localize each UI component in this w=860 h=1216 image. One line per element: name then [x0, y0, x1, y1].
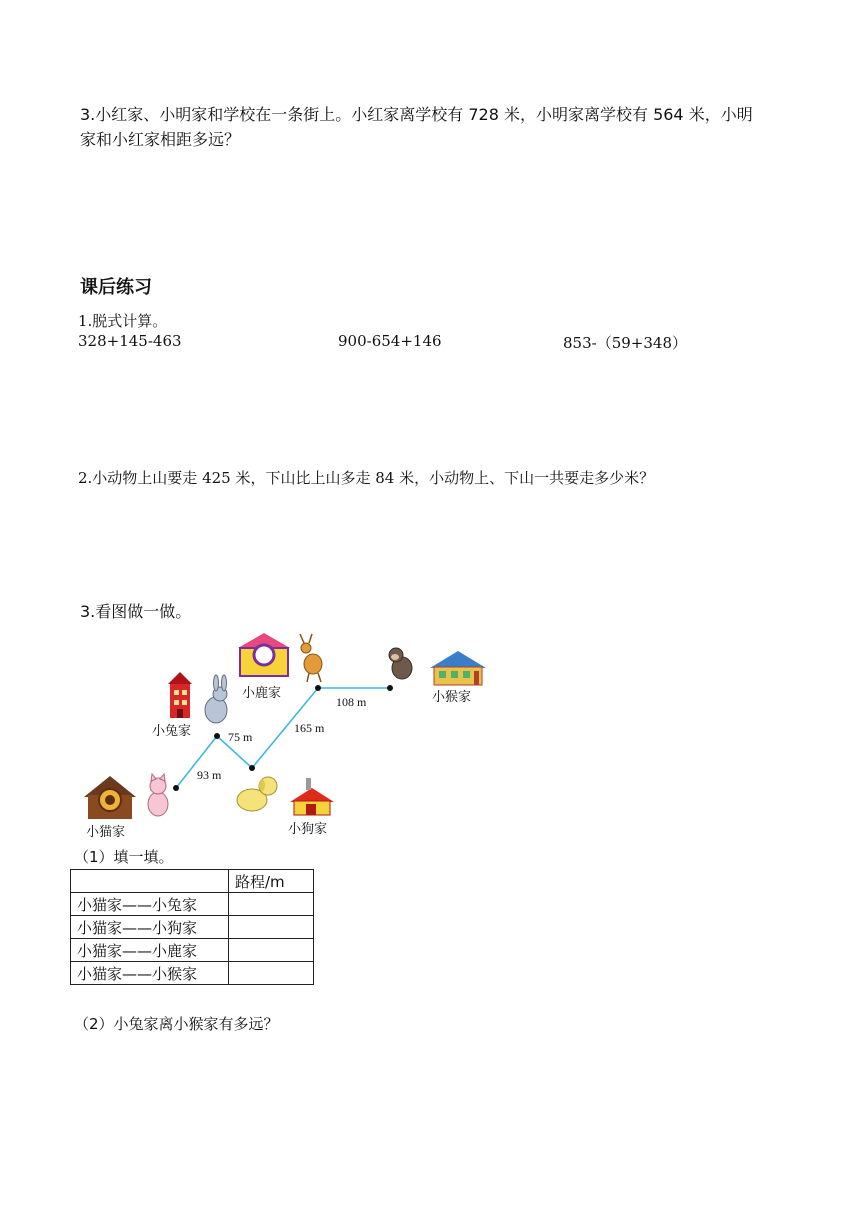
q1-expression-1: 328+145-463 — [78, 332, 182, 350]
deer-house-icon — [238, 633, 290, 676]
table-cell-answer[interactable] — [229, 916, 314, 939]
monkey-icon — [389, 648, 412, 679]
cat-icon — [148, 774, 168, 816]
label-rabbit-house: 小兔家 — [152, 724, 192, 739]
label-deer-house: 小鹿家 — [242, 686, 282, 701]
table-row — [71, 916, 314, 939]
table-cell-route: 小猫家——小猴家 — [71, 962, 229, 985]
distance-dog-deer: 165 m — [294, 721, 325, 735]
rabbit-house-icon — [168, 672, 192, 718]
table-cell-route: 小猫家——小狗家 — [71, 916, 229, 939]
distance-cat-rabbit: 93 m — [197, 768, 222, 782]
cat-house-icon — [84, 776, 136, 819]
deer-icon — [300, 634, 322, 682]
problem3-line1: 3.小红家、小明家和学校在一条街上。小红家离学校有 728 米，小明家离学校有 564 米，小明 — [80, 105, 753, 124]
distance-table — [70, 869, 314, 985]
dot-deer — [315, 685, 321, 691]
dot-dog — [249, 765, 255, 771]
table-header-row — [71, 870, 314, 893]
table-row — [71, 939, 314, 962]
q1-title: 1.脱式计算。 — [78, 312, 168, 330]
rabbit-icon — [205, 675, 227, 723]
dot-cat — [173, 785, 179, 791]
q1-expression-3: 853-（59+348） — [563, 334, 687, 352]
problem3-line2: 家和小红家相距多远？ — [80, 130, 241, 149]
q3-part1-title: （1）填一填。 — [74, 848, 174, 866]
dot-rabbit — [214, 733, 220, 739]
dot-monkey — [387, 685, 393, 691]
label-dog-house: 小狗家 — [288, 822, 328, 837]
q3-title: 3.看图做一做。 — [80, 602, 192, 621]
q3-part2-question: （2）小兔家离小猴家有多远？ — [74, 1015, 279, 1033]
section-title: 课后练习 — [80, 277, 152, 298]
table-cell-answer[interactable] — [229, 893, 314, 916]
table-cell-route: 小猫家——小兔家 — [71, 893, 229, 916]
label-monkey-house: 小猴家 — [432, 690, 472, 705]
q1-expression-2: 900-654+146 — [338, 332, 442, 350]
label-cat-house: 小猫家 — [86, 825, 126, 840]
table-cell-answer[interactable] — [229, 939, 314, 962]
distance-deer-monkey: 108 m — [336, 695, 367, 709]
q2-text: 2.小动物上山要走 425 米，下山比上山多走 84 米，小动物上、下山一共要走多少米？ — [78, 469, 655, 487]
dog-icon — [237, 777, 277, 811]
table-cell-route: 小猫家——小鹿家 — [71, 939, 229, 962]
dog-house-icon — [290, 778, 334, 815]
distance-rabbit-dog: 75 m — [228, 730, 253, 744]
table-header-cell — [71, 870, 229, 893]
table-cell-answer[interactable] — [229, 962, 314, 985]
table-row — [71, 962, 314, 985]
table-row — [71, 893, 314, 916]
monkey-house-icon — [430, 651, 486, 685]
table-header-cell: 路程/m — [229, 870, 314, 893]
